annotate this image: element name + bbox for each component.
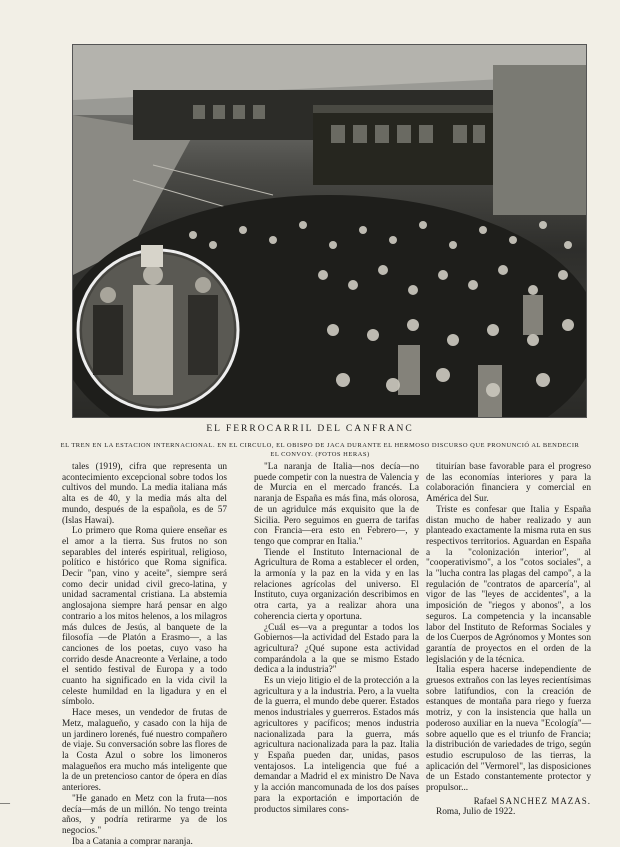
article-headline: EL FERROCARRIL DEL CANFRANC (206, 424, 414, 434)
paragraph: Triste es confesar que Italia y España distan mucho de haber realizado y aun planteado exactamente la misma ruta en sus respectivos territorios. Aguardan en España a la "colonización interior", al "cooperativismo", a los "cotos sociales", a la "lucha contra las plagas del campo", a la regulación de "contratos de aparcería", al vigor de las "leyes de accidentes", a la imposición de "riegos y abonos", a los seguros. La competencia y la incansable labor del Instituto de Reformas Sociales y de los Cuerpos de Agrónomos y Montes son garantía de proyectos en el orden de la legislación y de la técnica. (426, 504, 591, 665)
paragraph: "La naranja de Italia—nos decía—no puede competir con la nuestra de Valencia y de Murcia en el mercado francés. La naranja de España es más fina, más olorosa, de un agridulce más exquisito que la de Sicilia. Pero seguimos en guerra de tarifas con Francia—era esto en Febrero—, y tengo que comprar en Italia." (254, 462, 419, 547)
paragraph: tales (1919), cifra que representa un acontecimiento excepcional sobre todos los cultivos del mundo. La media italiana más alta es de 40, y la media más alta del mundo, después de la española, es de 57 (Islas Hawai). (62, 462, 227, 526)
paragraph: Iba a Catania a comprar naranja. (72, 836, 193, 847)
article-column-1 (62, 462, 227, 847)
photo-caption: EL TREN EN LA ESTACION INTERNACIONAL. EN EL CIRCULO, EL OBISPO DE JACA DURANTE EL HERMOSO DISCURSO QUE PRONUNCIÓ AL BENDECIR EL CONVOY. (FOTOS HERAS) (60, 442, 580, 458)
train-station-photo (72, 44, 587, 418)
paragraph: Italia espera hacerse independiente de gruesos extraños con las leyes recientísimas sobre latifundios, con la creación de estanques de montaña para riego y fuerza motriz, y con la insistencia que halla un poderoso auxiliar en la nueva "Ecología"—sobre aquello que es el triunfo de Francia; la distribución de variedades de trigo, según estudio escrupuloso de las tierras, la aplicación del "Vermorel", las disposiciones de un Estado constantemente protector y propulsor... (426, 665, 591, 794)
author-last-name: SANCHEZ MAZAS. (499, 795, 591, 806)
paragraph: Lo primero que Roma quiere enseñar es el amor a la tierra. Sus frutos no son separables del interés espiritual, religioso, político e histórico que Roma significa. Decir "pan, vino y aceite", siempre será como decir unidad civil greco-latina, y unidad sacramental cristiana. La abstemia anglosajona siempre hará pensar en algo contrario a los mitos helenos, a los milagros más dulces de Jesús, al banquete de la filosofía —de Platón a Erasmo—, a las canciones de los poetas, cuyo vaso ha corrido desde Anacreonte a Verlaine, a todo el sentido festival de Europa y a todo cuanto ha significado en la vida civil la celeste humildad en la ligadura y en el símbolo. (62, 526, 227, 708)
margin-mark: — (0, 798, 10, 809)
author-signature (426, 796, 591, 807)
place-date: Roma, Julio de 1922. (436, 806, 516, 817)
paragraph: Tiende el Instituto Internacional de Agricultura de Roma a establecer el orden, la armonía y la paz en la vida y en las relaciones agrícolas del universo. El Instituto, cuya organización describimos en otra carta, ya a realizar ahora una coherencia cierta y oportuna. (254, 547, 419, 622)
paragraph: tituirían base favorable para el progreso de las economías interiores y para la colaboración financiera y comercial en América del Sur. (426, 462, 591, 505)
paragraph: Hace meses, un vendedor de frutas de Metz, malagueño, y casado con la hija de un jardinero lorenés, fué nuestro compañero de viaje. Su conversación sobre las flores de la Costa Azul o sobre los limoneros malagueños era mucho más inteligente que la de un pretencioso cantor de ópera en días anteriores. (62, 708, 227, 794)
paragraph: ¿Cuál es—va a preguntar a todos los Gobiernos—la actividad del Estado para la agricultura? ¿Qué supone esta actividad comparándola a la que se mismo Estado dedica a la industria?" (254, 622, 419, 676)
article-column-2 (254, 462, 419, 815)
article-column-3 (426, 462, 591, 817)
paragraph: "He ganado en Metz con la fruta—nos decía—más de un millón. No tengo treinta años, y podría retirarme ya de los negocios." (62, 793, 227, 836)
author-first-name: Rafael (473, 795, 498, 806)
paragraph: Es un viejo litigio el de la protección a la agricultura y a la industria. Pero, a la vuelta de la guerra, el mundo debe querer. Estados menos industriales y guerreros. Estados más agricultores y pacíficos; menos industria nacionalizada para la guerra, más agricultura nacionalizada para la paz. Italia y España pueden dar, unidas, pasos ventajosos. La inteligencia que fué a demandar a Madrid el ex ministro De Nava y la acción mancomunada de los dos países para la exportación e importación de productos similares cons- (254, 676, 419, 815)
